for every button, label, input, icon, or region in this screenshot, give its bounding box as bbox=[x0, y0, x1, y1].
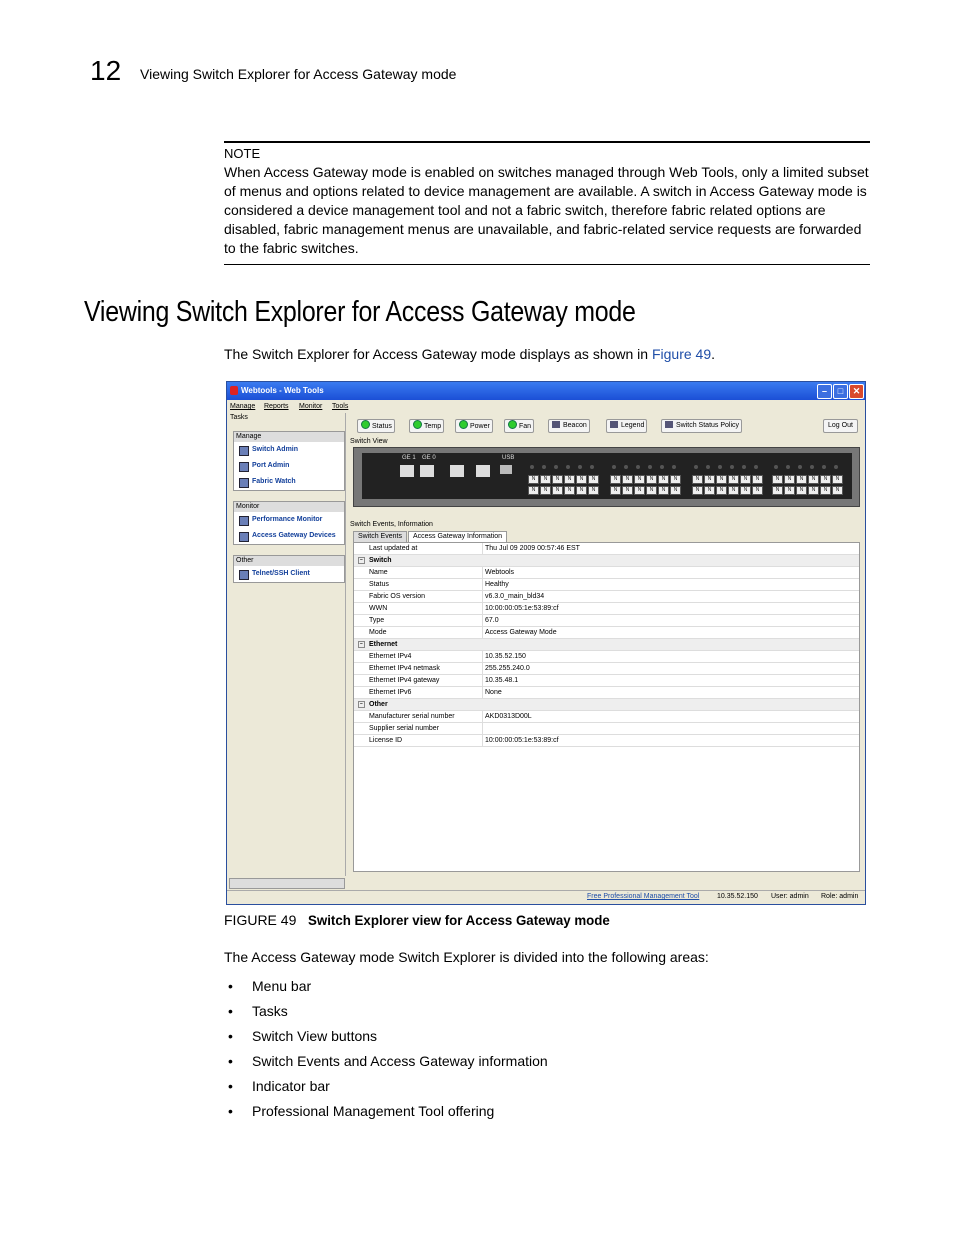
note-text: When Access Gateway mode is enabled on switches managed through Web Tools, only a limited subset of menus and options related to device management are available. A switch in Access Gateway mode is considered a device management tool and not a fabric switch, therefore fabric related options are disabled, fabric management menus are unavailable, and fabric-related service requests are forwarded to the fabric switches. bbox=[224, 164, 869, 256]
fc-port[interactable]: N bbox=[820, 486, 831, 495]
fc-port[interactable]: N bbox=[728, 475, 739, 484]
status-ip: 10.35.52.150 bbox=[717, 893, 758, 900]
fc-port[interactable]: N bbox=[796, 486, 807, 495]
tasks-scrollbar[interactable] bbox=[229, 878, 345, 889]
switch-status-policy-button[interactable] bbox=[661, 419, 742, 433]
list-item: • Switch View buttons bbox=[224, 1024, 548, 1049]
fc-port[interactable]: N bbox=[820, 475, 831, 484]
free-management-tool-link[interactable]: Free Professional Management Tool bbox=[587, 893, 700, 900]
button-label: Power bbox=[470, 423, 490, 430]
collapse-icon[interactable]: − bbox=[358, 641, 365, 648]
info-tabs bbox=[353, 531, 508, 541]
row-value: 10.35.52.150 bbox=[485, 653, 526, 660]
chapter-number: 12 bbox=[90, 55, 122, 86]
tasks-label: Tasks bbox=[230, 414, 248, 421]
row-value: Access Gateway Mode bbox=[485, 629, 557, 636]
table-group-row bbox=[354, 639, 859, 651]
task-group-other bbox=[233, 555, 345, 583]
fc-port[interactable]: N bbox=[552, 475, 563, 484]
task-label: Switch Admin bbox=[252, 446, 299, 453]
port-led-icon bbox=[754, 465, 758, 469]
fc-port[interactable]: N bbox=[528, 486, 539, 495]
maximize-icon[interactable]: □ bbox=[833, 384, 848, 399]
figure-link[interactable]: Figure 49 bbox=[651, 346, 712, 362]
fc-port[interactable]: N bbox=[752, 475, 763, 484]
table-row bbox=[354, 627, 859, 639]
power-led-icon bbox=[459, 420, 468, 429]
task-label: Port Admin bbox=[252, 462, 290, 469]
fc-port[interactable]: N bbox=[610, 475, 621, 484]
devices-icon bbox=[239, 532, 249, 542]
intro-text: The Switch Explorer for Access Gateway mode displays as shown in bbox=[224, 346, 652, 362]
fc-port[interactable]: N bbox=[772, 475, 783, 484]
fan-led-icon bbox=[508, 420, 517, 429]
list-item: • Switch Events and Access Gateway information bbox=[224, 1049, 548, 1074]
fc-port[interactable]: N bbox=[634, 486, 645, 495]
port-led-icon bbox=[660, 465, 664, 469]
fc-port[interactable]: N bbox=[622, 486, 633, 495]
usb-label: USB bbox=[502, 455, 515, 461]
main-panel bbox=[347, 413, 864, 876]
task-fabric-watch[interactable] bbox=[234, 474, 344, 490]
ge0-label: GE 0 bbox=[422, 455, 436, 461]
fc-port[interactable]: N bbox=[716, 486, 727, 495]
fc-port[interactable]: N bbox=[692, 486, 703, 495]
button-label: Switch Status Policy bbox=[676, 422, 740, 429]
list-item: • Professional Management Tool offering bbox=[224, 1099, 548, 1124]
menu-tools[interactable]: Tools bbox=[332, 403, 349, 410]
button-label: Beacon bbox=[563, 422, 587, 429]
port-led-icon bbox=[672, 465, 676, 469]
task-label: Performance Monitor bbox=[252, 516, 323, 523]
column-divider bbox=[482, 663, 483, 674]
port-led-icon bbox=[624, 465, 628, 469]
column-divider bbox=[482, 543, 483, 554]
fan-button[interactable] bbox=[504, 419, 534, 433]
fc-port[interactable]: N bbox=[552, 486, 563, 495]
fc-port[interactable]: N bbox=[528, 475, 539, 484]
task-label: Fabric Watch bbox=[252, 478, 296, 485]
row-key: Ethernet IPv4 netmask bbox=[369, 665, 440, 672]
column-divider bbox=[482, 723, 483, 734]
column-divider bbox=[482, 675, 483, 686]
table-group-row bbox=[354, 555, 859, 567]
row-key: Fabric OS version bbox=[369, 593, 426, 600]
fc-port[interactable]: N bbox=[646, 475, 657, 484]
table-row bbox=[354, 567, 859, 579]
row-key: License ID bbox=[369, 737, 403, 744]
port-led-icon bbox=[786, 465, 790, 469]
table-row bbox=[354, 723, 859, 735]
fc-port[interactable]: N bbox=[564, 475, 575, 484]
fc-port[interactable]: N bbox=[832, 475, 843, 484]
menu-bar bbox=[227, 401, 865, 412]
fc-port[interactable]: N bbox=[772, 486, 783, 495]
row-value: AKD0313D00L bbox=[485, 713, 532, 720]
fc-port[interactable]: N bbox=[740, 475, 751, 484]
fc-port[interactable]: N bbox=[658, 475, 669, 484]
ge1-label: GE 1 bbox=[402, 455, 416, 461]
status-user: User: admin bbox=[771, 893, 809, 900]
row-value: Thu Jul 09 2009 00:57:46 EST bbox=[485, 545, 580, 552]
fc-port[interactable]: N bbox=[670, 475, 681, 484]
port-led-icon bbox=[636, 465, 640, 469]
beacon-button[interactable] bbox=[548, 419, 590, 433]
status-role: Role: admin bbox=[821, 893, 859, 900]
column-divider bbox=[482, 627, 483, 638]
column-divider bbox=[482, 591, 483, 602]
usb-port[interactable] bbox=[500, 465, 512, 474]
table-row bbox=[354, 615, 859, 627]
management-port[interactable] bbox=[476, 465, 490, 477]
table-row bbox=[354, 543, 859, 555]
note-box bbox=[224, 141, 870, 265]
areas-list bbox=[224, 974, 548, 1124]
button-label: Fan bbox=[519, 423, 532, 430]
fc-port[interactable]: N bbox=[588, 475, 599, 484]
switch-admin-icon bbox=[239, 446, 249, 456]
task-label: Access Gateway Devices bbox=[252, 532, 336, 539]
task-performance-monitor[interactable] bbox=[234, 512, 344, 528]
port-led-icon bbox=[718, 465, 722, 469]
fc-port[interactable]: N bbox=[808, 486, 819, 495]
port-led-icon bbox=[554, 465, 558, 469]
column-divider bbox=[482, 567, 483, 578]
fc-port[interactable]: N bbox=[564, 486, 575, 495]
table-row bbox=[354, 735, 859, 747]
port-led-icon bbox=[730, 465, 734, 469]
row-key: Ethernet IPv6 bbox=[369, 689, 412, 696]
column-divider bbox=[482, 687, 483, 698]
task-group-title: Monitor bbox=[234, 502, 344, 512]
row-value: Webtools bbox=[485, 569, 515, 576]
row-key: Ethernet IPv4 bbox=[369, 653, 412, 660]
ethernet-port-ge0[interactable] bbox=[420, 465, 434, 477]
fc-port[interactable]: N bbox=[716, 475, 727, 484]
row-key: Supplier serial number bbox=[369, 725, 440, 732]
port-led-icon bbox=[648, 465, 652, 469]
port-led-icon bbox=[590, 465, 594, 469]
close-icon[interactable]: ✕ bbox=[849, 384, 864, 399]
column-divider bbox=[482, 615, 483, 626]
row-value: 10:00:00:05:1e:53:89:cf bbox=[485, 737, 559, 744]
task-group-title: Manage bbox=[234, 432, 344, 442]
task-telnet-client[interactable] bbox=[234, 566, 344, 582]
table-row bbox=[354, 711, 859, 723]
row-key: Mode bbox=[369, 629, 387, 636]
port-led-icon bbox=[566, 465, 570, 469]
intro-paragraph bbox=[224, 346, 715, 362]
fc-port[interactable]: N bbox=[784, 486, 795, 495]
temp-button[interactable] bbox=[409, 419, 444, 433]
task-label: Telnet/SSH Client bbox=[252, 570, 310, 577]
port-led-icon bbox=[834, 465, 838, 469]
group-label: Switch bbox=[369, 557, 392, 564]
list-item: • Indicator bar bbox=[224, 1074, 548, 1099]
task-port-admin[interactable] bbox=[234, 458, 344, 474]
row-value: 255.255.240.0 bbox=[485, 665, 530, 672]
port-led-icon bbox=[706, 465, 710, 469]
menu-manage[interactable]: Manage bbox=[230, 403, 256, 410]
group-label: Other bbox=[369, 701, 388, 708]
port-led-icon bbox=[542, 465, 546, 469]
port-led-icon bbox=[822, 465, 826, 469]
port-led-icon bbox=[798, 465, 802, 469]
tasks-panel bbox=[228, 413, 346, 876]
figure-number: FIGURE 49 bbox=[224, 912, 297, 928]
button-label: Legend bbox=[621, 422, 645, 429]
fc-port[interactable]: N bbox=[658, 486, 669, 495]
menu-reports[interactable]: Reports bbox=[264, 403, 289, 410]
fc-port[interactable]: N bbox=[610, 486, 621, 495]
fc-port[interactable]: N bbox=[752, 486, 763, 495]
row-value: 10.35.48.1 bbox=[485, 677, 519, 684]
webtools-logo-icon bbox=[230, 386, 238, 395]
fc-port[interactable]: N bbox=[646, 486, 657, 495]
task-group-title: Other bbox=[234, 556, 344, 566]
list-item: • Menu bar bbox=[224, 974, 548, 999]
fc-port[interactable]: N bbox=[704, 486, 715, 495]
table-row bbox=[354, 579, 859, 591]
serial-port[interactable] bbox=[450, 465, 464, 477]
chapter-title: Viewing Switch Explorer for Access Gateway mode bbox=[140, 66, 457, 82]
row-key: Manufacturer serial number bbox=[369, 713, 455, 720]
row-key: Status bbox=[369, 581, 389, 588]
switch-view-label: Switch View bbox=[350, 438, 388, 445]
performance-monitor-icon bbox=[239, 516, 249, 526]
tab-switch-events[interactable]: Switch Events bbox=[353, 531, 407, 542]
column-divider bbox=[482, 603, 483, 614]
fc-port[interactable]: N bbox=[740, 486, 751, 495]
fc-port[interactable]: N bbox=[784, 475, 795, 484]
button-label: Temp bbox=[424, 423, 442, 430]
temp-led-icon bbox=[413, 420, 422, 429]
fc-port[interactable]: N bbox=[692, 475, 703, 484]
status-led-icon bbox=[361, 420, 370, 429]
info-table bbox=[353, 542, 860, 872]
fc-port[interactable]: N bbox=[832, 486, 843, 495]
fc-port[interactable]: N bbox=[704, 475, 715, 484]
screenshot-figure bbox=[226, 381, 866, 905]
telnet-icon bbox=[239, 570, 249, 580]
collapse-icon[interactable]: − bbox=[358, 557, 365, 564]
task-group-manage bbox=[233, 431, 345, 491]
row-key: Type bbox=[369, 617, 385, 624]
list-item: • Tasks bbox=[224, 999, 548, 1024]
status-button[interactable] bbox=[357, 419, 395, 433]
port-led-icon bbox=[694, 465, 698, 469]
table-row bbox=[354, 591, 859, 603]
ethernet-port-ge1[interactable] bbox=[400, 465, 414, 477]
fc-port[interactable]: N bbox=[808, 475, 819, 484]
table-row bbox=[354, 675, 859, 687]
window-titlebar bbox=[227, 382, 865, 400]
port-led-icon bbox=[578, 465, 582, 469]
row-value: v6.3.0_main_bld34 bbox=[485, 593, 545, 600]
fc-port[interactable]: N bbox=[670, 486, 681, 495]
fc-port[interactable]: N bbox=[588, 486, 599, 495]
task-switch-admin[interactable] bbox=[234, 442, 344, 458]
figure-title: Switch Explorer view for Access Gateway mode bbox=[308, 912, 610, 928]
figure-caption bbox=[224, 912, 610, 928]
collapse-icon[interactable]: − bbox=[358, 701, 365, 708]
port-admin-icon bbox=[239, 462, 249, 472]
legend-button[interactable] bbox=[606, 419, 647, 433]
logout-button[interactable]: Log Out bbox=[823, 419, 858, 433]
intro-end: . bbox=[711, 346, 716, 362]
note-label: NOTE bbox=[224, 146, 261, 161]
minimize-icon[interactable]: – bbox=[817, 384, 832, 399]
fc-port[interactable]: N bbox=[540, 486, 551, 495]
button-label: Status bbox=[372, 423, 392, 430]
column-divider bbox=[482, 735, 483, 746]
fc-port[interactable]: N bbox=[576, 475, 587, 484]
fc-port[interactable]: N bbox=[540, 475, 551, 484]
table-row bbox=[354, 663, 859, 675]
power-button[interactable] bbox=[455, 419, 493, 433]
fc-port[interactable]: N bbox=[622, 475, 633, 484]
row-value: 10:00:00:05:1e:53:89:cf bbox=[485, 605, 559, 612]
table-row bbox=[354, 687, 859, 699]
tab-access-gateway-information[interactable]: Access Gateway Information bbox=[408, 531, 507, 542]
row-value: None bbox=[485, 689, 502, 696]
table-group-row bbox=[354, 699, 859, 711]
column-divider bbox=[482, 579, 483, 590]
task-access-gateway-devices[interactable] bbox=[234, 528, 344, 544]
switch-chassis bbox=[362, 453, 852, 499]
beacon-icon bbox=[552, 421, 560, 428]
areas-intro: The Access Gateway mode Switch Explorer is divided into the following areas: bbox=[224, 949, 709, 965]
status-bar bbox=[227, 890, 865, 905]
port-led-icon bbox=[742, 465, 746, 469]
row-value: 67.0 bbox=[485, 617, 499, 624]
window-title: Webtools - Web Tools bbox=[241, 386, 324, 395]
group-label: Ethernet bbox=[369, 641, 398, 648]
switch-view bbox=[353, 447, 860, 507]
port-led-icon bbox=[530, 465, 534, 469]
column-divider bbox=[482, 711, 483, 722]
fc-port[interactable]: N bbox=[796, 475, 807, 484]
task-group-monitor bbox=[233, 501, 345, 545]
legend-icon bbox=[610, 421, 618, 428]
events-section-label: Switch Events, Information bbox=[350, 521, 433, 528]
column-divider bbox=[482, 651, 483, 662]
row-key: WWN bbox=[369, 605, 388, 612]
fc-port[interactable]: N bbox=[728, 486, 739, 495]
fabric-watch-icon bbox=[239, 478, 249, 488]
port-led-icon bbox=[612, 465, 616, 469]
port-led-icon bbox=[774, 465, 778, 469]
section-heading: Viewing Switch Explorer for Access Gateway mode bbox=[84, 296, 636, 328]
table-row bbox=[354, 651, 859, 663]
fc-port[interactable]: N bbox=[576, 486, 587, 495]
table-row bbox=[354, 603, 859, 615]
row-value: Healthy bbox=[485, 581, 509, 588]
port-led-icon bbox=[810, 465, 814, 469]
row-key: Name bbox=[369, 569, 388, 576]
policy-icon bbox=[665, 421, 673, 428]
fc-port[interactable]: N bbox=[634, 475, 645, 484]
row-key: Ethernet IPv4 gateway bbox=[369, 677, 440, 684]
row-key: Last updated at bbox=[369, 545, 418, 552]
menu-monitor[interactable]: Monitor bbox=[299, 403, 323, 410]
